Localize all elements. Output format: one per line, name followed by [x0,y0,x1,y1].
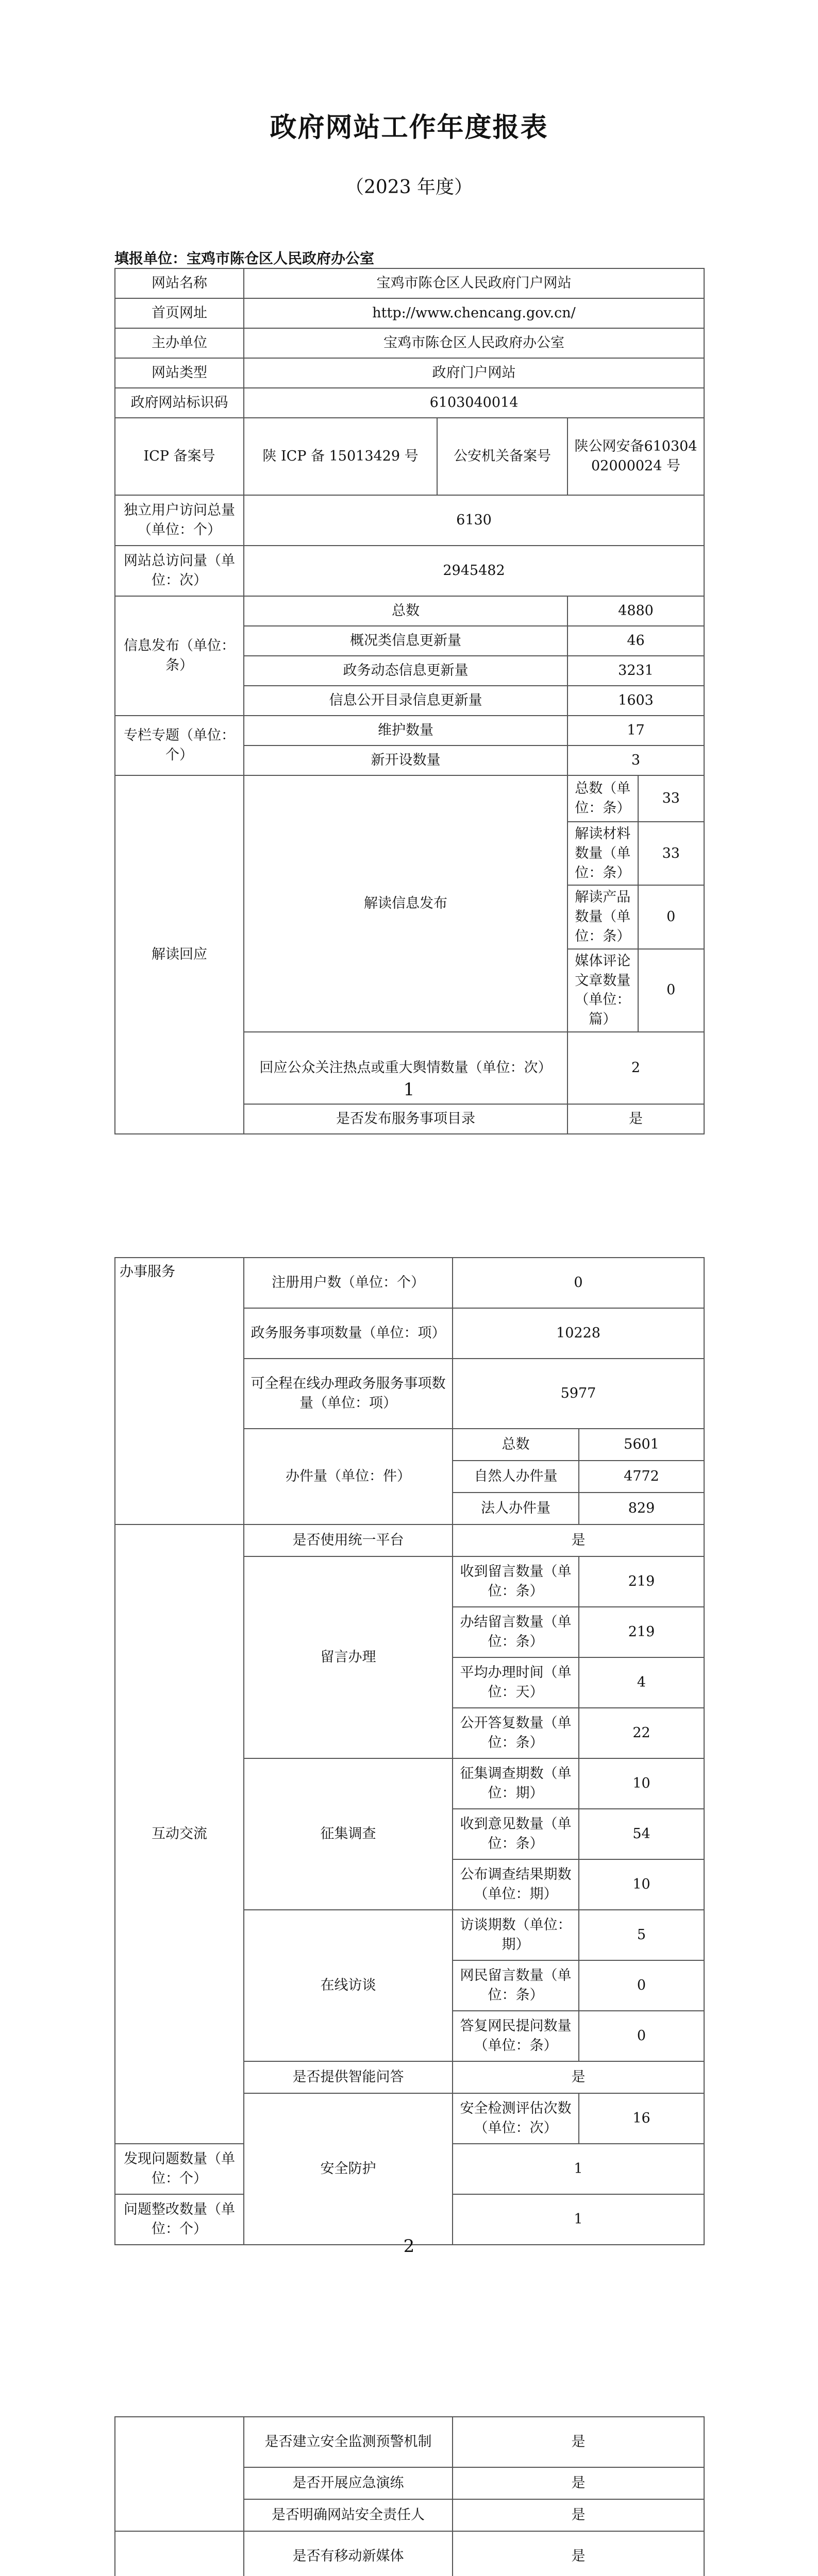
cell-value: 54 [579,1809,704,1859]
cell-label: 政务服务事项数量（单位：项） [244,1308,453,1359]
cell-value: 是 [453,2061,704,2093]
cell-value: 5 [579,1910,704,1960]
cell-value: 0 [666,909,676,925]
cell-value: 33 [662,790,680,807]
row-label: 首页网址 [115,298,244,328]
cell-value: 16 [579,2093,704,2144]
filler-unit: 填报单位：宝鸡市陈仓区人民政府办公室 [114,250,375,267]
cell-value: 是 [453,1524,704,1556]
cell-label: 答复网民提问数量（单位：条） [453,2011,579,2061]
cell-label: 问题整改数量（单位：个） [115,2194,244,2245]
row-label: 主办单位 [115,328,244,358]
row-label: ICP 备案号 [115,418,244,495]
table-row [115,1258,704,1308]
cell-label: 是否建立安全监测预警机制 [244,2417,453,2467]
cell-label: 发现问题数量（单位：个） [115,2144,244,2194]
cell-label: 概况类信息更新量 [244,626,567,656]
table-row [115,775,704,822]
cell-value: 0 [579,1960,704,2011]
sub-section-label: 征集调查 [244,1758,453,1910]
cell-label: 访谈期数（单位：期） [453,1910,579,1960]
basic-info-table [114,268,705,1134]
cell-label: 自然人办件量 [453,1461,579,1493]
homepage-value: http://www.chencang.gov.cn/ [244,298,704,328]
table-row [115,716,704,745]
report-year: （2023 年度） [345,177,473,198]
cell-label: 公布调查结果期数（单位：期） [453,1859,579,1910]
split-cell [567,949,704,1032]
cell-label: 媒体评论文章数量（单位：篇） [568,950,639,1031]
cell-value: 是 [453,2531,704,2576]
cell-label: 回应公众关注热点或重大舆情数量（单位：次） [244,1032,567,1104]
cell-value: 0 [666,982,676,998]
police-label: 公安机关备案号 [437,418,567,495]
section-label: 互动交流 [115,1524,244,2144]
blank-cell [115,2417,244,2531]
row-label: 网站类型 [115,358,244,388]
cell-label: 是否发布服务事项目录 [244,1104,567,1134]
row-label: 政府网站标识码 [115,388,244,418]
page-number: 2 [403,2236,415,2257]
cell-value: 0 [579,2011,704,2061]
cell-label: 法人办件量 [453,1493,579,1524]
icp-value: 陕 ICP 备 15013429 号 [244,418,437,495]
sub-section-label: 在线访谈 [244,1910,453,2061]
cell-value: 是 [453,2417,704,2467]
cell-label: 可全程在线办理政务服务事项数量（单位：项） [244,1359,453,1429]
cell-label: 收到意见数量（单位：条） [453,1809,579,1859]
cell-value: 1 [453,2194,704,2245]
cell-value: 是 [453,2499,704,2531]
section-label: 专栏专题（单位：个） [115,716,244,775]
cell-value: 10228 [453,1308,704,1359]
service-table [114,1257,705,2245]
table-row [115,268,704,298]
table-row [115,418,704,495]
cell-label: 是否提供智能问答 [244,2061,453,2093]
cell-label: 解读产品数量（单位：条） [568,886,639,948]
section-label: 信息发布（单位：条） [115,596,244,716]
cell-label: 是否有移动新媒体 [244,2531,453,2576]
cell-value: 是 [453,2467,704,2499]
sub-section-label: 留言办理 [244,1556,453,1758]
cell-label: 网民留言数量（单位：条） [453,1960,579,2011]
cell-value: 4 [579,1657,704,1708]
section-label: 办事服务 [115,1258,244,1524]
cell-label: 办件量（单位：件） [244,1429,453,1524]
cell-value: 219 [579,1556,704,1607]
cell-label: 政务动态信息更新量 [244,656,567,686]
cell-label: 是否使用统一平台 [244,1524,453,1556]
cell-label: 信息公开目录信息更新量 [244,686,567,716]
police-value: 陕公网安备61030402000024 号 [567,418,704,495]
row-label: 独立用户访问总量（单位：个） [115,495,244,546]
table-row [115,2531,704,2576]
cell-label: 注册用户数（单位：个） [244,1258,453,1308]
cell-value: 3 [567,745,704,775]
sub-section-label: 解读信息发布 [244,775,567,1032]
cell-label: 解读材料数量（单位：条） [568,822,639,885]
row-label: 网站总访问量（单位：次） [115,546,244,596]
cell-value: 1 [453,2144,704,2194]
cell-value: 5601 [579,1429,704,1461]
cell-label: 平均办理时间（单位：天） [453,1657,579,1708]
cell-value: 2 [567,1032,704,1104]
code-value: 6103040014 [244,388,704,418]
uv-value: 6130 [244,495,704,546]
table-row [115,358,704,388]
cell-label: 总数 [453,1429,579,1461]
pv-value: 2945482 [244,546,704,596]
cell-value: 0 [453,1258,704,1308]
table-row [115,2417,704,2467]
cell-label: 办结留言数量（单位：条） [453,1607,579,1657]
split-cell [567,885,704,948]
cell-value: 是 [567,1104,704,1134]
cell-label: 是否开展应急演练 [244,2467,453,2499]
table-row [115,388,704,418]
cell-value: 829 [579,1493,704,1524]
report-title: 政府网站工作年度报表 [270,112,548,143]
table-row [115,596,704,626]
section-label: 安全防护 [244,2093,453,2245]
table-row [115,546,704,596]
split-cell [567,775,704,822]
cell-label: 安全检测评估次数（单位：次） [453,2093,579,2144]
table-row [115,328,704,358]
cell-label: 总数（单位：条） [568,776,639,821]
cell-value: 1603 [567,686,704,716]
site-name-value: 宝鸡市陈仓区人民政府门户网站 [244,268,704,298]
cell-label: 收到留言数量（单位：条） [453,1556,579,1607]
split-cell [567,822,704,885]
cell-value: 22 [579,1708,704,1758]
cell-value: 5977 [453,1359,704,1429]
page-number: 1 [403,1079,415,1100]
table-row [115,1524,704,1556]
type-value: 政府门户网站 [244,358,704,388]
section-label [115,2531,244,2576]
cell-value: 10 [579,1758,704,1809]
cell-value: 4772 [579,1461,704,1493]
security-media-table [114,2416,705,2576]
cell-label: 是否明确网站安全责任人 [244,2499,453,2531]
cell-value: 33 [662,845,680,861]
cell-label: 维护数量 [244,716,567,745]
cell-value: 46 [567,626,704,656]
cell-value: 10 [579,1859,704,1910]
table-row [115,495,704,546]
cell-value: 17 [567,716,704,745]
section-label: 解读回应 [115,775,244,1134]
table-row [115,298,704,328]
cell-value: 3231 [567,656,704,686]
cell-label: 公开答复数量（单位：条） [453,1708,579,1758]
cell-value: 4880 [567,596,704,626]
sponsor-value: 宝鸡市陈仓区人民政府办公室 [244,328,704,358]
cell-value: 219 [579,1607,704,1657]
row-label: 网站名称 [115,268,244,298]
cell-label: 新开设数量 [244,745,567,775]
cell-label: 征集调查期数（单位：期） [453,1758,579,1809]
cell-label: 总数 [244,596,567,626]
